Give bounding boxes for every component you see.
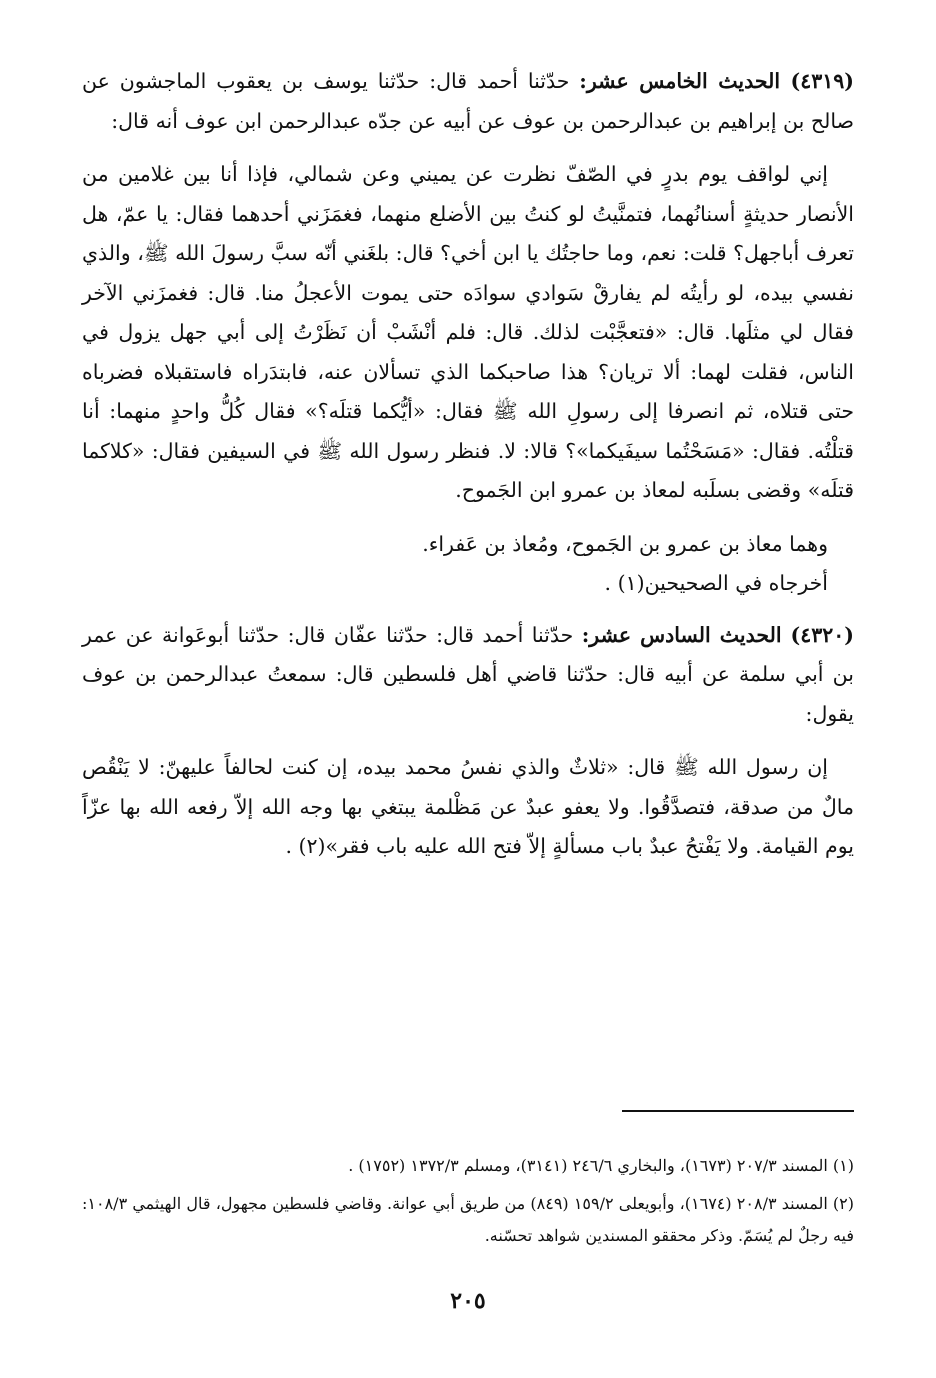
hadith-15-label: (٤٣١٩) الحديث الخامس عشر: xyxy=(579,69,854,93)
footnotes xyxy=(82,1150,854,1258)
paragraph-gap xyxy=(82,604,854,616)
hadith-15-isnad-text: حدّثنا أحمد قال: حدّثنا يوسف بن يعقوب الماجشون عن صالح بن إبراهيم بن عبدالرحمن بن عوف عن أبيه عن جدّه عبدالرحمن ابن عوف أنه قال: xyxy=(82,69,854,133)
hadith-16-label: (٤٣٢٠) الحديث السادس عشر: xyxy=(581,622,854,647)
hadith-16-matn: إن رسول الله ﷺ قال: «ثلاثٌ والذي نفسُ محمد بيده، إن كنت لحالفاً عليهنّ: لا يَنْقُص مالٌ من صدقة، فتصدَّقُوا. ولا يعفو عبدٌ عن مَظْلمة يبتغي بها وجه الله إلاّ رفعه الله بها عزّاً يوم القيامة. ولا يَفْتحُ عبدٌ باب مسألةٍ إلاّ فتح الله عليه باب فقر»(٢) . xyxy=(82,755,854,858)
footnote-1: (١) المسند ٢٠٧/٣ (١٦٧٣)، والبخاري ٢٤٦/٦ (٣١٤١)، ومسلم ١٣٧٢/٣ (١٧٥٢) . xyxy=(348,1156,854,1175)
hadith-15-takhrij: أخرجاه في الصحيحين(١) . xyxy=(604,571,828,595)
footnote-2: (٢) المسند ٢٠٨/٣ (١٦٧٤)، وأبويعلى ١٥٩/٢ (٨٤٩) من طريق أبي عوانة. وقاضي فلسطين مجهول، قال الهيثمي ١٠٨/٣: فيه رجلٌ لم يُسَمّ. وذكر محققو المسندين شواهد تحسّنه. xyxy=(82,1194,855,1245)
hadith-16-isnad xyxy=(82,616,854,735)
document-body xyxy=(82,62,854,881)
page-number: ٢٠٥ xyxy=(450,1288,486,1314)
footnote-divider xyxy=(622,1110,854,1112)
hadith-16-isnad-text: حدّثنا أحمد قال: حدّثنا عفّان قال: حدّثنا أبوعَوانة عن عمر بن أبي سلمة عن أبيه قال: حدّثنا قاضي أهل فلسطين قال: سمعتُ عبدالرحمن بن عوف يقول: xyxy=(82,622,854,726)
hadith-15-note: وهما معاذ بن عمرو بن الجَموح، ومُعاذ بن عَفراء. xyxy=(422,531,828,556)
hadith-15-matn: إني لواقف يوم بدرٍ في الصّفّ نظرت عن يميني وعن شمالي، فإذا أنا بين غلامين من الأنصار حديثةٍ أسنانُهما، فتمنَّيتُ لو كنتُ بين الأضلع منهما، فغمَزَني أحدهما فقال: يا عمّ، هل تعرف أباجهل؟ قلت: نعم، وما حاجتُك يا ابن أخي؟ قال: بلغَني أنّه سبَّ رسولَ الله ﷺ، والذي نفسي بيده، لو رأيتُه لم يفارقْ سَوادي سوادَه حتى يموت الأعجلُ منا. قال: فغمزَني الآخر فقال لي مثلَها. قال: «فتعجَّبْت لذلك. قال: فلم أنْشَبْ أن نَظَرْتُ إلى أبي جهل يزول في الناس، فقلت لهما: ألا تريان؟ هذا صاحبكما الذي تسألان عنه، فابتدَراه فاستقبلاه فضرباه حتى قتلاه، ثم انصرفا إلى رسولِ الله ﷺ فقال: «أيُّكما قتلَه؟» فقال كُلُّ واحدٍ منهما: أنا قتلْتُه. فقال: «مَسَحْتُما سيفَيكما»؟ قالا: لا. فنظر رسول الله ﷺ في السيفين فقال: «كلاكما قتلَه» وقضى بسلَبه لمعاذ بن عمرو ابن الجَموح. xyxy=(82,162,854,502)
hadith-15-isnad xyxy=(82,62,854,141)
